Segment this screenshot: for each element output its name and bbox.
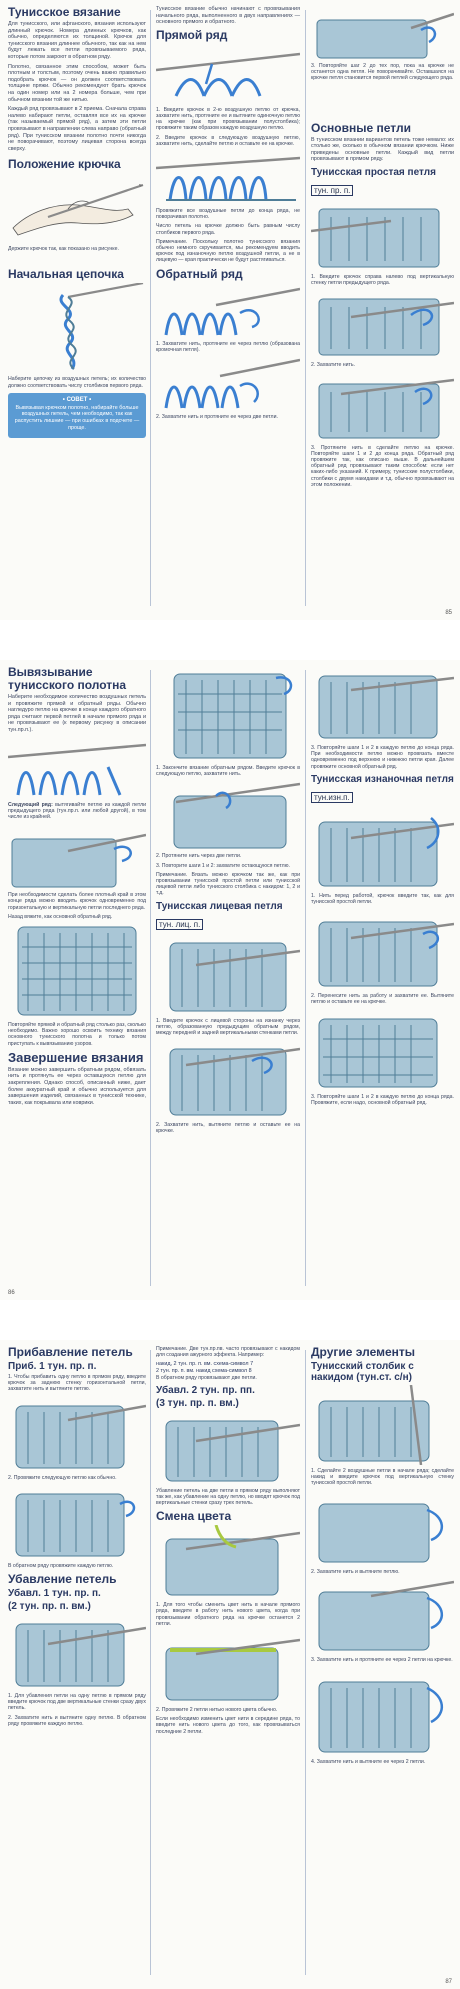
abbreviation-box: тун.изн.п. — [311, 792, 353, 803]
stitch-abbreviation — [156, 914, 300, 932]
section-title: Обратный ряд — [156, 266, 243, 281]
step-caption: 2. Протяните нить через две петли. — [156, 853, 242, 860]
p3-right-column — [311, 1346, 454, 1768]
starting-chain-illustration — [8, 283, 146, 373]
step-caption: 3. Повторите шаги 1 и 2: захватите остающуюся петлю. — [156, 862, 290, 869]
abbreviation-box: тун. лиц. п. — [156, 919, 203, 930]
return-row-step1-illustration — [156, 283, 300, 338]
section-title: Смена цвета — [156, 1509, 232, 1524]
double-crochet-step3-illustration — [311, 1578, 454, 1654]
knit-stitch-step3-illustration — [311, 668, 454, 742]
section-title: Вывязывание тунисского полотна — [8, 665, 127, 692]
color-change-step1-illustration — [156, 1525, 300, 1599]
figure-caption: Наберите цепочку из воздушных петель; их количество должно соответствовать числу столбиков первого ряда. — [8, 376, 146, 389]
page-87 — [0, 1340, 460, 1989]
p2-middle-column — [156, 666, 300, 1138]
p1-left-column — [8, 6, 146, 438]
figure-caption: При необходимости сделать более плотный край в этом конце ряда можно вводить крючок одновременно под горизонтальную и вертикальную петли последнего ряда. — [8, 892, 146, 911]
body-text: Вязание можно завершить обратным рядом, обвязать нить и протянуть ее через оставшуюся петлю для закрепления. Однако способ, описанный ниже, дает более аккуратный край и обычно используется для завершения изделий, связанных в тунисской технике, таких, как покрывала или коврики. — [8, 1066, 146, 1106]
column-divider — [305, 670, 306, 1286]
p2-right-column — [311, 666, 454, 1109]
return-row-step3-illustration — [311, 8, 454, 60]
intro-text: Наберите необходимое количество воздушных петель и провяжите прямой и обратный ряды. Обычно нагледуро петлю на крючке в конце каждого обратного ряда считают первой петлей в начале прямого ряда и не провязывают ее (к первому рисунку в описании тун.пр.п.). — [8, 694, 146, 733]
page-gap — [0, 620, 460, 660]
stitch-abbreviation — [311, 180, 454, 198]
advice-box — [8, 393, 146, 438]
double-crochet-step2-illustration — [311, 1490, 454, 1566]
symbol-row: 2 тун. пр. п. вм. накид схема-символ 8 — [156, 1368, 252, 1375]
purl-stitch-step1-illustration — [311, 808, 454, 890]
step-caption: 1. Закончите вязание обратным рядом. Введите крючок в следующую петлю, захватите нить. — [156, 765, 300, 778]
stitch-abbreviation — [311, 787, 454, 805]
step-caption: 2. Провяжите следующую петлю как обычно. — [8, 1474, 117, 1481]
color-change-step2-illustration — [156, 1630, 300, 1704]
column-divider — [305, 1350, 306, 1975]
stitch-abbreviation: (2 тун. пр. п. вм.) — [8, 1601, 91, 1613]
intro-text: Для тунисского, или афганского, вязания используют длинный крючок. Номера длинных крючков, как обычно, определяются их толщиной. Крючок для тунисского вязания длиннее обычного, так как на нем будут лежать все петли провязываемого ряда, которые потом закроют в обратном ряду. — [8, 21, 146, 60]
column-divider — [150, 670, 151, 1286]
page-85 — [0, 0, 460, 620]
next-row-illustration — [8, 737, 146, 799]
double-crochet-step1-illustration — [311, 1385, 454, 1465]
note-text: Примечание. Поскольку полотно тунисского вязания обычно немного скручивается, мы рекомендуем вводить крючок под изнаночную петлю воздушной петли, а не в лицевую — края практически не будут растягиваться. — [156, 238, 300, 264]
step-caption: 1. Сделайте 2 воздушные петли в начале ряда; сделайте накид и введите крючок под вертикальную стенку тунисской простой петли. — [311, 1468, 454, 1487]
figure-caption: Если необходимо изменить цвет нити в середине ряда, то введите нить нового цвета до того, как провязываться последние 2 петли. — [156, 1716, 300, 1735]
figure-caption: Держите крючок так, как показано на рисунке. — [8, 246, 119, 253]
knit-stitch-step2-illustration — [156, 1039, 300, 1119]
double-crochet-step4-illustration — [311, 1666, 454, 1756]
step-caption: 1. Для убавления петли на одну петлю в прямом ряду введите крючок под две вертикальные стенки сразу двух петель. — [8, 1693, 146, 1712]
section-title: Прибавление петель — [8, 1345, 133, 1359]
step-caption: 2. Захватите нить. — [311, 362, 356, 369]
page-number: 85 — [445, 610, 452, 616]
section-title: Положение крючка — [8, 157, 121, 172]
step-caption: 3. Повторяйте шаги 1 и 2 в каждую петлю до конца ряда. При необходимости петлю можно провязать вместе одновременно под верхнюю и нижнюю петли края. Далее провяжите основной обратный ряд. — [311, 745, 454, 770]
tunisian-fabric-swatch — [8, 923, 146, 1019]
p2-left-column — [8, 666, 146, 1109]
column-divider — [305, 10, 306, 606]
increase-step2-illustration — [8, 1484, 146, 1560]
section-title: Тунисское вязание — [8, 5, 121, 19]
section-title: Завершение вязания — [8, 1049, 144, 1065]
simple-stitch-step1-illustration — [311, 201, 454, 271]
step-caption: 2. Захватите нить и протяните ее через две петли. — [156, 414, 278, 421]
p3-left-column — [8, 1346, 146, 1730]
step-caption: 3. Протяните нить в сделайте петлю на крючке. Повторяйте шаги 1 и 2 до конца ряда. Обратный ряд провяжите так, как описано выше. В дальнейшем обратный ряд провязывают таким способом: если нет каких-либо указаний. К примеру, тунисские полустолбики, столбики с двумя накидами и т.д. обычно провязывают на этом положении. — [311, 444, 454, 488]
figure-caption: Назад вяжите, как основной обратный ряд. — [8, 913, 113, 920]
step-caption: 2. Провяжите 2 петли нитью нового цвета обычно. — [156, 1707, 278, 1714]
figure-caption: Число петель на крючке должно быть равным числу столбиков первого ряда. — [156, 223, 300, 236]
decrease-illustration — [8, 1614, 146, 1690]
column-divider — [150, 1350, 151, 1975]
note-text: Примечание. Вязать можно крючком так же, как при провязывании тунисской простой петли или тунисской лицевой петли либо тунисского столбика с накидом: 1, 2 и т.д. — [156, 871, 300, 897]
step-caption — [8, 802, 146, 821]
finish-step1-illustration — [156, 668, 300, 762]
step-caption: 3. Повторяйте шаг 2 до тех пор, пока на крючке не останется одна петля. Не поворачивайте. Оставшаяся на крючке петля становится первой петлей следующего ряда. — [311, 63, 454, 82]
section-title: Другие элементы — [311, 1345, 416, 1359]
p3-middle-column — [156, 1346, 300, 1738]
step-caption: 2. Захватите нить и вытяните петлю. — [311, 1568, 400, 1575]
stitch-abbreviation: (3 тун. пр. п. вм.) — [156, 1397, 239, 1409]
stitch-title: Тунисская лицевая петля — [156, 900, 283, 912]
next-row-label: Следующий ряд: — [8, 801, 53, 808]
hand-holding-hook-illustration — [8, 173, 146, 243]
step-caption: 2. Введите крючок в следующую воздушную петлю, захватите нить, сделайте петлю и оставьте ее на крючке. — [156, 134, 300, 147]
step-caption: В обратном ряду провяжите каждую петлю. — [8, 1562, 114, 1569]
forward-row-step2-illustration — [156, 150, 300, 205]
figure-caption: Убавление петель на две петли в прямом ряду выполняют так же, как убавление на одну петлю, но вводят крючок под вертикальные стенки сразу трех петель. — [156, 1487, 300, 1507]
step-caption: 1. Захватите нить, протяните ее через петлю (образована кромочная петля). — [156, 340, 300, 353]
figure-caption: Провяжите все воздушные петли до конца ряда, не поворачивая полотно. — [156, 208, 300, 221]
section-title: Основные петли — [311, 120, 411, 135]
stitch-abbreviation: Убавл. 1 тун. пр. п. — [8, 1588, 101, 1600]
figure-caption: В обратном ряду провязывают две петли. — [156, 1375, 257, 1382]
section-title: Прямой ряд — [156, 27, 228, 42]
step-caption: 1. Для того чтобы сменить цвет нить в начале прямого ряда, введите в работу нить нового цвета, когда при провязывании обратного ряда на крючке останется 2 петли. — [156, 1602, 300, 1627]
stitch-title: Тунисская изнаночная петля — [311, 773, 454, 785]
knit-stitch-step1-illustration — [156, 935, 300, 1015]
step-caption: 3. Захватите нить и протяните ее через 2 петли на крючке. — [311, 1656, 453, 1663]
step-caption: 1. Введите крючок с лицевой стороны на изнанку через петлю, образованную предыдущим обратным рядом, между передней и задней вертикальными стенками петли. — [156, 1017, 300, 1037]
increase-step1-illustration — [8, 1396, 146, 1472]
finish-step2-illustration — [156, 780, 300, 850]
body-text: В тунисском вязании вариантов петель тоже немало: их столько же, сколько в обычном вязании крючком. Ниже приведены основные петли. Каждый вид петли провязывают в прямом ряду. — [311, 136, 454, 163]
p1-middle-column — [156, 6, 300, 423]
intro-text: Тунисское вязание обычно начинают с провязывания начального ряда, выполненного в двух направлениях — основного прямого и обратного. — [156, 6, 300, 26]
purl-stitch-step2-illustration — [311, 908, 454, 990]
p1-right-column — [311, 6, 454, 491]
intro-text: Полотно, связанное этим способом, может быть плотным и толстым, поэтому очень важно правильно подобрать крючок — он должен соответствовать толщине пряжи. Обычно рекомендуют брать крючок на один номер или на 2 номера больше, чем при обычном вязании той же нитью. — [8, 63, 146, 103]
step-caption: 1. Введите крючок справа налево под вертикальную стенку петли предыдущего ряда. — [311, 273, 454, 287]
page-86 — [0, 660, 460, 1300]
stitch-abbreviation: Приб. 1 тун. пр. п. — [8, 1361, 97, 1372]
step-caption: 1. Нить перед работой, крючок введите так, как для тунисской простой петли. — [311, 892, 454, 906]
symbol-row: накид, 2 тун. пр. п. вм. схема-символ 7 — [156, 1361, 254, 1368]
step-caption: 2. Перенесите нить за работу и захватите ее. Вытяните петлю и оставьте ее на крючке. — [311, 993, 454, 1006]
step-caption: 2. Захватите нить и вытяните одну петлю. В обратном ряду провяжите каждую петлю. — [8, 1714, 146, 1727]
page-number: 86 — [8, 1290, 15, 1296]
abbreviation-box: тун. пр. п. — [311, 185, 353, 196]
page-number: 87 — [445, 1979, 452, 1985]
stitch-title: Тунисская простая петля — [311, 166, 436, 178]
step-caption: 3. Повторяйте шаги 1 и 2 в каждую петлю до конца ряда. Провяжите, если надо, основной обратный ряд. — [311, 1093, 454, 1106]
stitch-title: Убавл. 2 тун. пр. пп. — [156, 1384, 255, 1396]
simple-stitch-step3-illustration — [311, 372, 454, 442]
advice-text: Вывязывая крючком полотно, набирайте больше воздушных петель, чем необходимо, так как распустить лишние — при ошибках в подсчете — проще. — [14, 404, 140, 431]
next-row-text: вытягивайте петлю из каждой петли предыдущего ряда (тун.пр.п. или любой другой), в том числе из крайней. — [8, 801, 146, 820]
stitch-title: Тунисский столбик с накидом (тун.ст. с/н) — [311, 1361, 414, 1383]
step-caption: 1. Введите крючок в 2-ю воздушную петлю от крючка, захватите нить, протяните ее и вытяните одиночную петлю на крючке (как при провязывании полустолбика); провяжите таким образом каждую воздушную петлю. — [156, 106, 300, 132]
page-gap — [0, 1300, 460, 1340]
advice-title: • СОВЕТ • — [62, 396, 92, 403]
return-row-step2-illustration — [156, 356, 300, 411]
firm-edge-illustration — [8, 823, 146, 889]
section-title: Убавление петель — [8, 1572, 117, 1587]
simple-stitch-step2-illustration — [311, 289, 454, 359]
intro-text: Каждый ряд провязывают в 2 приема. Сначала справа налево набирают петли, оставляя все их на крючке (так называемый прямой ряд), а затем эти петли провязывают в направлении слева направо (обратный ряд). При тунисском вязании полотно почти никогда не поворачивают, поэтому лицевая сторона всегда сверху. — [8, 106, 146, 152]
section-title: Начальная цепочка — [8, 267, 124, 282]
step-caption: 2. Захватите нить, вытяните петлю и оставьте ее на крючке. — [156, 1122, 300, 1135]
step-caption: 1. Чтобы прибавить одну петлю в прямом ряду, введите крючок за заднюю стенку горизонтальной петли, захватите нить и вытяните петлю. — [8, 1374, 146, 1393]
purl-stitch-step3-illustration — [311, 1009, 454, 1091]
figure-caption: Повторяйте прямой и обратный ряд столько раз, сколько необходимо. Важно хорошо освоить технику вязания основного тунисского полотна и только потом приступать к вывязыванию узоров. — [8, 1021, 146, 1047]
forward-row-step1-illustration — [156, 44, 300, 104]
double-decrease-illustration — [156, 1411, 300, 1485]
note-text: Примечание. Две тун.пр.пв. часто провязывают с накидом для создания ажурного эффекта. Например: — [156, 1346, 300, 1359]
column-divider — [150, 10, 151, 606]
step-caption: 4. Захватите нить и вытяните ее через 2 петли. — [311, 1759, 426, 1766]
